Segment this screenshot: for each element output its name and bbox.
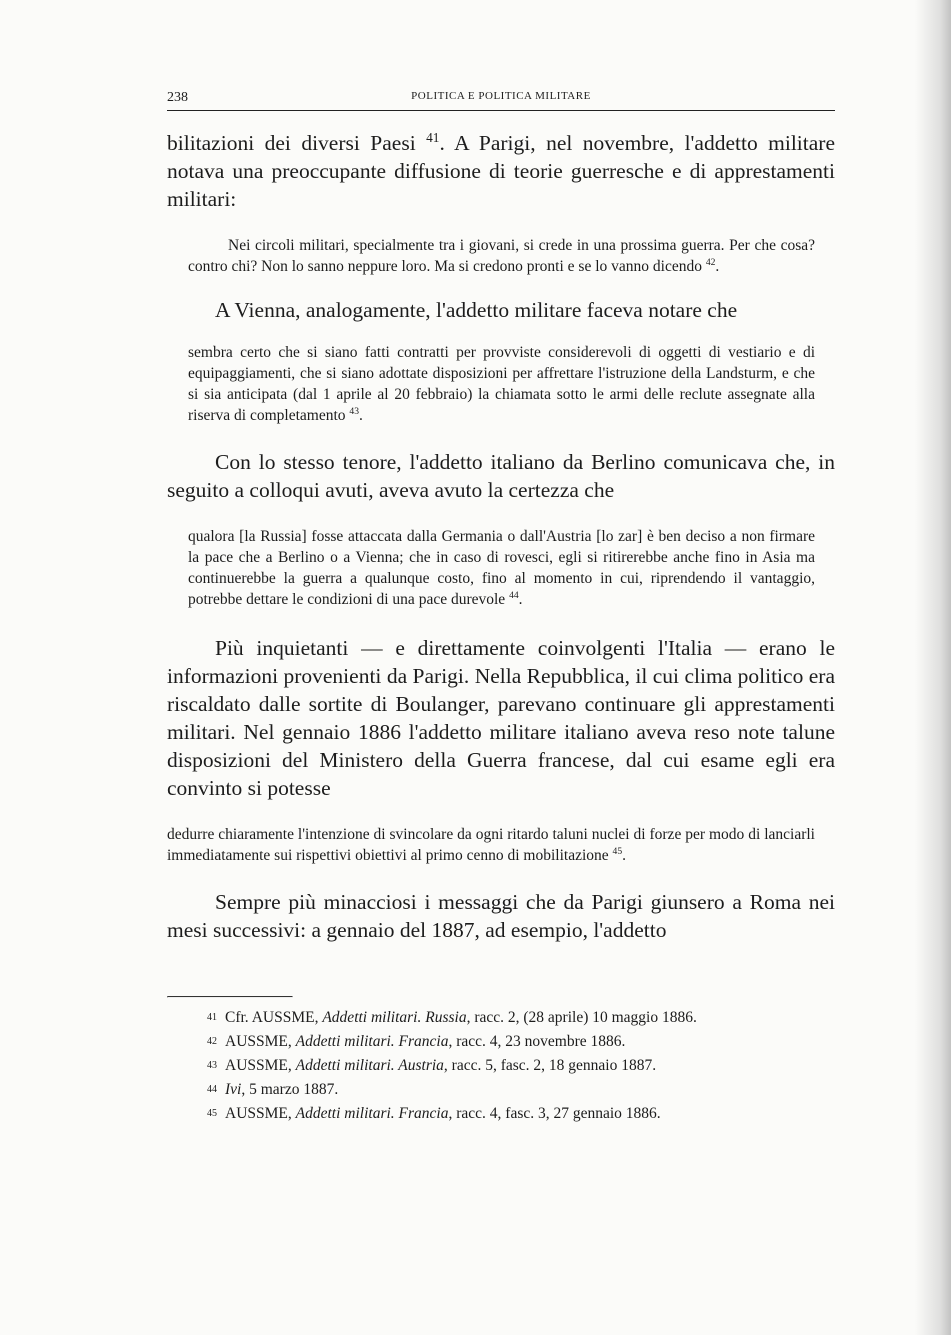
footnote-42: 42 AUSSME, Addetti militari. Francia, racc. 4, 23 novembre 1886.	[207, 1033, 626, 1050]
paragraph-1: bilitazioni dei diversi Paesi $^{41}$. A Parigi, nel novembre, l'addetto militare notava una preoccupante diffusione di teorie guerresche e di apprestamenti militari:	[167, 129, 836, 211]
footnote-ref-42[interactable]: 42	[705, 256, 716, 268]
block-quote-2: sembra certo che si siano fatti contratti per provviste considerevoli di oggetti di vestiario e di equipaggiamenti, che si siano adottate disposizioni per affrettare l'istruzione della Landsturm, e che si sia anticipata (dal 1 aprile al 20 febbraio) la chiamata sotto le armi delle reclute assegnate alla riserva di completamento $^{43}$.	[188, 344, 815, 424]
block-quote-3: qualora [la Russia] fosse attaccata dalla Germania o dall'Austria [lo zar] è ben deciso a non firmare la pace che a Berlino o a Vienna; che in caso di rovesci, egli si ritirerebbe anche fino in Asia ma continuerebbe la guerra a qualunque costo, fino al momento in cui, riprendendo il vantaggio, potrebbe dettare le condizioni di una pace durevole $^{44}$.	[188, 528, 815, 608]
footnote-44: 44 Ivi, 5 marzo 1887.	[207, 1081, 339, 1098]
paragraph-5: Sempre più minacciosi i messaggi che da Parigi giunsero a Roma nei mesi successivi: a gennaio del 1887, ad esempio, l'addetto	[167, 890, 835, 942]
document-page	[167, 90, 835, 1126]
footnotes	[207, 1006, 835, 1126]
footnote-45: 45 AUSSME, Addetti militari. Francia, racc. 4, fasc. 3, 27 gennaio 1886.	[207, 1105, 661, 1122]
footnote-ref-44[interactable]: 44	[509, 589, 519, 601]
running-title: POLITICA E POLITICA MILITARE	[411, 90, 591, 102]
block-quote-4: dedurre chiaramente l'intenzione di svincolare da ogni ritardo taluni nuclei di forze per modo di lanciarli immediatamente sui rispettivi obiettivi al primo cenno di mobilitazione $^{45}$.	[167, 826, 815, 864]
page-number: 238	[167, 90, 188, 105]
paragraph-2: A Vienna, analogamente, l'addetto militare faceva notare che	[215, 298, 738, 322]
footnote-ref-41[interactable]: 41	[426, 129, 440, 145]
block-quote-1: Nei circoli militari, specialmente tra i giovani, si crede in una prossima guerra. Per che cosa? contro chi? Non lo sanno neppure loro. Ma si credono pronti e se lo vanno dicendo $^{42}$.	[188, 237, 815, 275]
footnote-41: 41 Cfr. AUSSME, Addetti militari. Russia, racc. 2, (28 aprile) 10 maggio 1886.	[207, 1009, 697, 1026]
footnote-43: 43 AUSSME, Addetti militari. Austria, racc. 5, fasc. 2, 18 gennaio 1887.	[207, 1057, 657, 1074]
paragraph-3: Con lo stesso tenore, l'addetto italiano da Berlino comunicava che, in seguito a colloqui avuti, aveva avuto la certezza che	[167, 450, 835, 502]
page-edge-shadow	[915, 0, 951, 1335]
running-header	[167, 90, 835, 111]
footnote-ref-43[interactable]: 43	[349, 405, 359, 417]
paragraph-4: Più inquietanti — e direttamente coinvolgenti l'Italia — erano le informazioni provenienti da Parigi. Nella Repubblica, il cui clima politico era riscaldato dalle sortite di Boulanger, parevano continuare gli apprestamenti militari. Nel gennaio 1886 l'addetto militare italiano aveva reso note talune disposizioni del Ministero della Guerra francese, dal cui esame egli era convinto si potesse	[167, 636, 835, 800]
footnote-separator	[167, 996, 293, 998]
footnote-ref-45[interactable]: 45	[612, 845, 623, 857]
